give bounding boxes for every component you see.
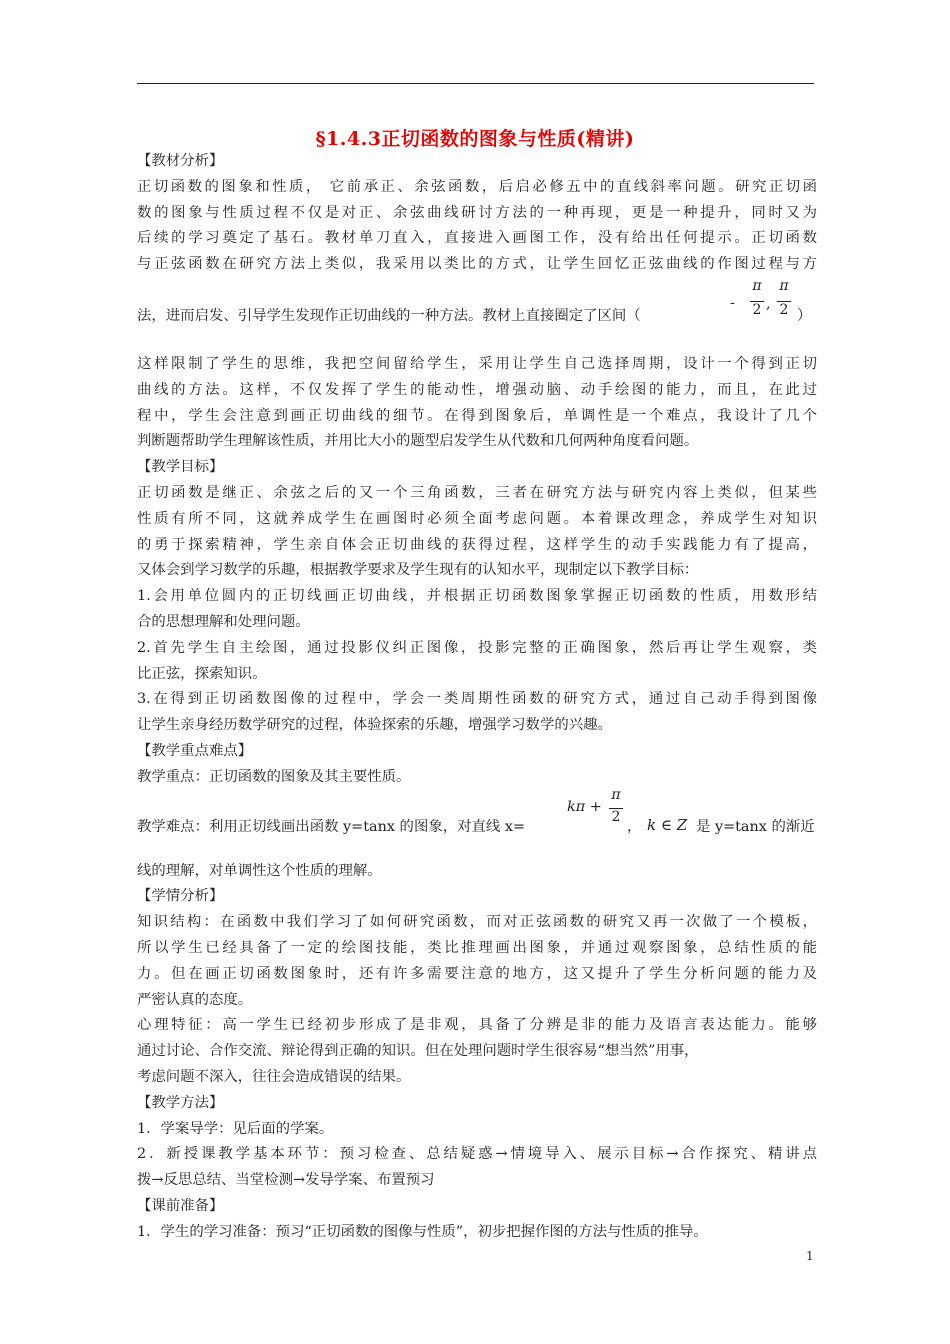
paragraph-line: 教学难点：利用正切线画出函数 y=tanx 的图象，对直线 x= bbox=[137, 818, 526, 835]
paragraph-line: 合的思想理解和处理问题。 bbox=[137, 613, 310, 630]
paragraph-line: 1.会用单位圆内的正切线画正切曲线，并根据正切函数图象掌握正切函数的性质，用数形结 bbox=[137, 588, 817, 605]
k-in-z: k ∈ Z bbox=[647, 815, 688, 834]
list-item: 1．学案导学：见后面的学案。 bbox=[137, 1120, 334, 1137]
paragraph-line: 数的图象与性质过程不仅是对正、余弦曲线研讨方法的一种再现，更是一种提升，同时又为 bbox=[137, 204, 817, 221]
section-heading: 【学情分析】 bbox=[137, 888, 224, 905]
paragraph-line: 的勇于探索精神，学生亲自体会正切曲线的获得过程，这样学生的动手实践能力有了提高， bbox=[137, 536, 817, 553]
comma: , bbox=[766, 295, 771, 312]
minus-sign: - bbox=[730, 294, 735, 311]
list-item: 拨→反思总结、当堂检测→发导学案、布置预习 bbox=[137, 1172, 435, 1189]
section-heading: 【教学方法】 bbox=[137, 1094, 224, 1111]
paragraph-line: 判断题帮助学生理解该性质，并用比大小的题型启发学生从代数和几何两种角度看问题。 bbox=[137, 433, 699, 450]
page-title: §1.4.3正切函数的图象与性质(精讲) bbox=[315, 128, 635, 150]
paragraph-line: 曲线的方法。这样，不仅发挥了学生的能动性，增强动脑、动手绘图的能力，而且，在此过 bbox=[137, 381, 817, 398]
paragraph-line: 让学生亲身经历数学研究的过程，体验探索的乐趣，增强学习数学的兴趣。 bbox=[137, 717, 612, 734]
fraction-numerator: π bbox=[611, 786, 621, 803]
fraction-denominator: 2 bbox=[779, 301, 789, 318]
paragraph-line: 力。但在画正切函数图象时，还有许多需要注意的地方，这又提升了学生分析问题的能力及 bbox=[137, 965, 817, 982]
paragraph-line: 3.在得到正切函数图像的过程中，学会一类周期性函数的研究方式，通过自己动手得到图像 bbox=[137, 691, 817, 708]
fraction-numerator: π bbox=[779, 277, 789, 294]
paragraph-line: 通过讨论、合作交流、辩论得到正确的知识。但在处理问题时学生很容易“想当然”用事， bbox=[137, 1043, 699, 1060]
paragraph-line: 心理特征：高一学生已经初步形成了是非观，具备了分辨是非的能力及语言表达能力。能够 bbox=[137, 1017, 817, 1034]
close-paren: ） bbox=[797, 307, 812, 324]
paragraph-line: 程中，学生会注意到画正切曲线的细节。在得到图象后，单调性是一个难点，我设计了几个 bbox=[137, 407, 817, 424]
paragraph-line: 2.首先学生自主绘图，通过投影仪纠正图像，投影完整的正确图象，然后再让学生观察，类 bbox=[137, 639, 817, 656]
comma: ， bbox=[627, 818, 642, 835]
asymptote-line bbox=[137, 786, 817, 841]
paragraph-line: 法，进而启发、引导学生发现作正切曲线的一种方法。教材上直接圈定了区间（ bbox=[137, 307, 641, 324]
section-heading: 【课前准备】 bbox=[137, 1197, 224, 1214]
page-number: 1 bbox=[806, 1249, 814, 1263]
paragraph-line: 后续的学习奠定了基石。教材单刀直入，直接进入画图工作，没有给出任何提示。正切函数 bbox=[137, 230, 817, 247]
paragraph-line: 正切函数的图象和性质， 它前承正、余弦函数，后启必修五中的直线斜率问题。研究正切函 bbox=[137, 178, 817, 195]
paragraph-line: 是 y=tanx 的渐近 bbox=[696, 818, 815, 835]
paragraph-line: 性质有所不同，这就养成学生在画图时必须全面考虑问题。本着课改理念，养成学生对知识 bbox=[137, 510, 817, 527]
section-heading: 【教材分析】 bbox=[137, 153, 224, 169]
paragraph-line: 考虑问题不深入，往往会造成错误的结果。 bbox=[137, 1068, 411, 1085]
fraction-numerator: π bbox=[752, 277, 762, 294]
fraction-denominator: 2 bbox=[752, 301, 762, 318]
paragraph-line: 这样限制了学生的思维，我把空间留给学生，采用让学生自己选择周期，设计一个得到正切 bbox=[137, 355, 817, 372]
interval-line bbox=[137, 278, 817, 330]
list-item: 1．学生的学习准备：预习“正切函数的图像与性质”，初步把握作图的方法与性质的推导。 bbox=[137, 1223, 708, 1240]
document-body bbox=[137, 149, 817, 1245]
paragraph-line: 线的理解，对单调性这个性质的理解。 bbox=[137, 862, 382, 879]
paragraph-line: 正切函数是继正、余弦之后的又一个三角函数，三者在研究方法与研究内容上类似，但某些 bbox=[137, 484, 817, 501]
k-pi-plus: kπ + bbox=[567, 798, 602, 815]
fraction-denominator: 2 bbox=[611, 808, 621, 825]
section-heading: 【教学目标】 bbox=[137, 459, 224, 476]
paragraph-line: 比正弦，探索知识。 bbox=[137, 665, 267, 682]
paragraph-line: 教学重点：正切函数的图象及其主要性质。 bbox=[137, 768, 411, 785]
header-rule bbox=[137, 83, 814, 84]
paragraph-line: 知识结构：在函数中我们学习了如何研究函数，而对正弦函数的研究又再一次做了一个模板， bbox=[137, 914, 817, 931]
section-heading: 【教学重点难点】 bbox=[137, 742, 253, 759]
paragraph-line: 所以学生已经具备了一定的绘图技能，类比推理画出图象，并通过观察图象，总结性质的能 bbox=[137, 939, 817, 956]
paragraph-line: 与正弦函数在研究方法上类似，我采用以类比的方式，让学生回忆正弦曲线的作图过程与方 bbox=[137, 256, 817, 273]
paragraph-line: 严密认真的态度。 bbox=[137, 991, 253, 1008]
list-item: 2．新授课教学基本环节：预习检查、总结疑惑→情境导入、展示目标→合作探究、精讲点 bbox=[137, 1146, 817, 1163]
paragraph-line: 又体会到学习数学的乐趣，根据教学要求及学生现有的认知水平，现制定以下教学目标： bbox=[137, 562, 699, 579]
